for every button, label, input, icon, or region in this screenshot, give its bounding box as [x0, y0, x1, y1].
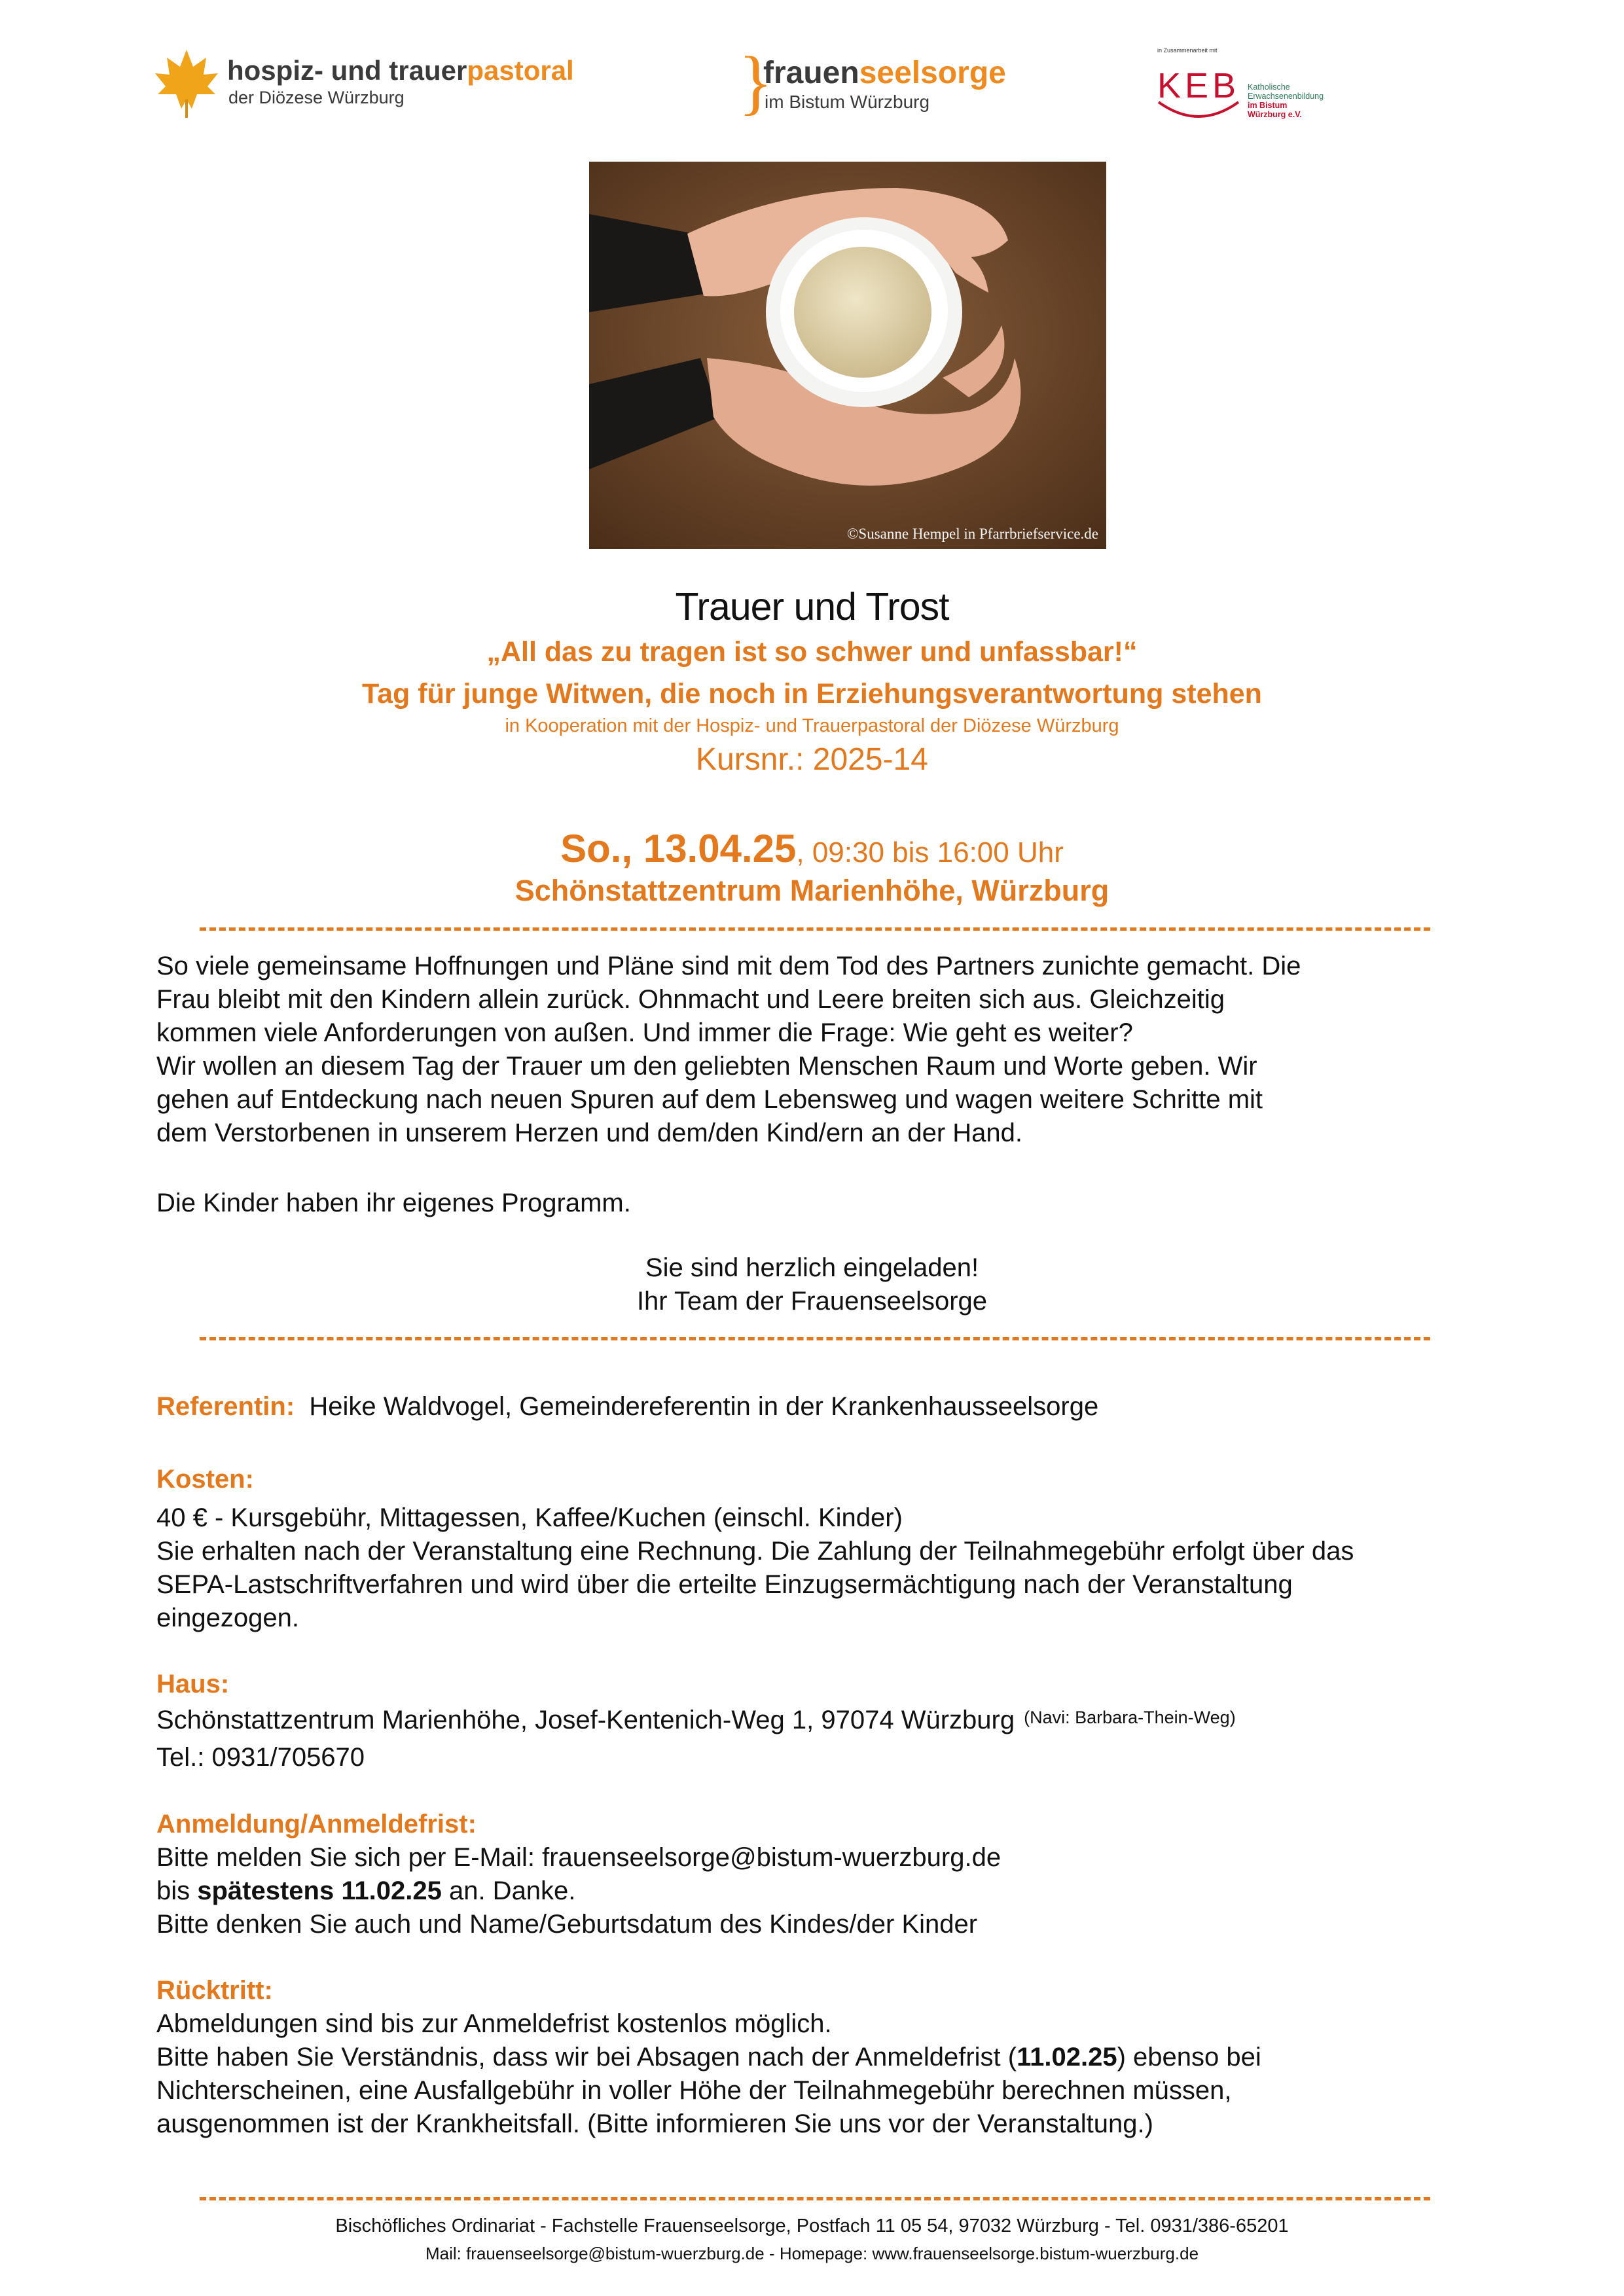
- house-navi-note: (Navi: Barbara-Thein-Weg): [1024, 1708, 1236, 1727]
- keb-arc-icon: [1156, 98, 1241, 124]
- intro-text: So viele gemeinsame Hoffnungen und Pläne sind mit dem Tod des Partners zunichte gemacht. Die Frau bleibt mit den Kindern allein zurück. Ohnmacht und Leere breiten sich aus. Gleichzeitig kommen viele Anforderungen von außen. Und immer die Frage: Wie geht es weiter? Wir wollen an diesem Tag der Trauer um den geliebten Menschen Raum und Worte geben. Wir gehen auf Entdeckung nach neuen Spuren auf dem Lebensweg und wagen weitere Schritte mit dem Verstorbenen in unserem Herzen und dem/den Kind/ern an der Hand.: [156, 952, 1301, 1147]
- hospiz-trauerpastoral-logo: [154, 47, 574, 119]
- house-section: [156, 1668, 1505, 1774]
- event-title: Trauer und Trost: [675, 585, 949, 628]
- event-location: Schönstattzentrum Marienhöhe, Würzburg: [514, 874, 1110, 907]
- registration-children-note: Bitte denken Sie auch und Name/Geburtsdatum des Kindes/der Kinder: [156, 1910, 978, 1939]
- speaker-text: Heike Waldvogel, Gemeindereferentin in der Krankenhausseelsorge: [309, 1392, 1099, 1421]
- costs-price: 40 € - Kursgebühr, Mittagessen, Kaffee/Kuchen (einschl. Kinder): [156, 1503, 903, 1532]
- brace-icon: }: [738, 42, 773, 122]
- frauenseelsorge-logo: [738, 42, 1013, 126]
- keb-logo-text: Katholische Erwachsenenbildung im Bistum Würzburg e.V.: [1248, 82, 1324, 119]
- cancellation-section: Rücktritt: Abmeldungen sind bis zur Anmeldefrist kostenlos möglich. Bitte haben Sie Verständnis, dass wir bei Absagen nach der Anmeldefrist (11.02.25) ebenso bei Nichterscheinen, eine Ausfallgebühr in voller Höhe der Teilnahmegebühr berechnen müssen, ausgenommen ist der Krankheitsfall. (Bitte informieren Sie uns vor der Veranstaltung.): [156, 1974, 1505, 2141]
- registration-section: [156, 1808, 1505, 1941]
- hospiz-logo-brand: hospiz- und trauerpastoral: [227, 55, 574, 86]
- frauen-logo-brand: frauenseelsorge: [763, 56, 1006, 90]
- event-date-time: [0, 826, 1624, 871]
- hospiz-logo-subtitle: der Diözese Würzburg: [228, 88, 405, 107]
- speaker-section: [156, 1390, 1505, 1424]
- hands-holding-cup-photo: [589, 162, 1106, 549]
- house-address: Schönstattzentrum Marienhöhe, Josef-Kentenich-Weg 1, 97074 Würzburg: [156, 1706, 1015, 1734]
- footer-contact: Mail: frauenseelsorge@bistum-wuerzburg.de - Homepage: www.frauenseelsorge.bistum-wuerzburg.de: [425, 2244, 1199, 2263]
- cancellation-label: Rücktritt:: [156, 1976, 273, 2005]
- footer-address: Bischöfliches Ordinariat - Fachstelle Frauenseelsorge, Postfach 11 05 54, 97032 Würzburg - Tel. 0931/386-65201: [335, 2215, 1289, 2236]
- event-quote: „All das zu tragen ist so schwer und unfassbar!“: [486, 636, 1138, 668]
- divider-middle: [200, 1337, 1430, 1340]
- event-date: So., 13.04.25: [560, 827, 797, 870]
- children-program-note: Die Kinder haben ihr eigenes Programm.: [156, 1189, 631, 1217]
- speaker-label: Referentin:: [156, 1392, 295, 1421]
- invitation-closing: [0, 1251, 1624, 1318]
- keb-logo: [1157, 47, 1354, 132]
- maple-leaf-icon: [154, 47, 219, 119]
- house-phone: Tel.: 0931/705670: [156, 1743, 365, 1772]
- registration-label: Anmeldung/Anmeldefrist:: [156, 1810, 477, 1839]
- divider-bottom: [200, 2197, 1430, 2200]
- photo-credit: ©Susanne Hempel in Pfarrbriefservice.de: [846, 526, 1098, 542]
- event-cooperation: in Kooperation mit der Hospiz- und Trauerpastoral der Diözese Würzburg: [505, 715, 1119, 736]
- divider-top: [200, 927, 1430, 931]
- course-number: Kursnr.: 2025-14: [696, 742, 928, 777]
- keb-cooperation-note: in Zusammenarbeit mit: [1157, 47, 1218, 54]
- event-subtitle: Tag für junge Witwen, die noch in Erziehungsverantwortung stehen: [362, 678, 1262, 709]
- keb-letters: KEB: [1157, 66, 1240, 105]
- costs-section: Kosten: 40 € - Kursgebühr, Mittagessen, Kaffee/Kuchen (einschl. Kinder) Sie erhalten nach der Veranstaltung eine Rechnung. Die Zahlung der Teilnahmegebühr erfolgt über das SEPA-Lastschriftverfahren und wird über die erteilte Einzugsermächtigung nach der Veranstaltung eingezogen.: [156, 1463, 1505, 1635]
- frauen-logo-subtitle: im Bistum Würzburg: [765, 92, 930, 112]
- registration-email-line: Bitte melden Sie sich per E-Mail: frauenseelsorge@bistum-wuerzburg.de: [156, 1843, 1001, 1872]
- registration-deadline-line: bis spätestens 11.02.25 an. Danke.: [156, 1876, 576, 1905]
- event-time: , 09:30 bis 16:00 Uhr: [796, 836, 1064, 869]
- costs-label: Kosten:: [156, 1465, 254, 1494]
- invitation-line: Sie sind herzlich eingeladen!: [645, 1253, 979, 1282]
- house-label: Haus:: [156, 1670, 230, 1698]
- team-signature: Ihr Team der Frauenseelsorge: [636, 1287, 988, 1316]
- photo-illustration: [589, 162, 1106, 549]
